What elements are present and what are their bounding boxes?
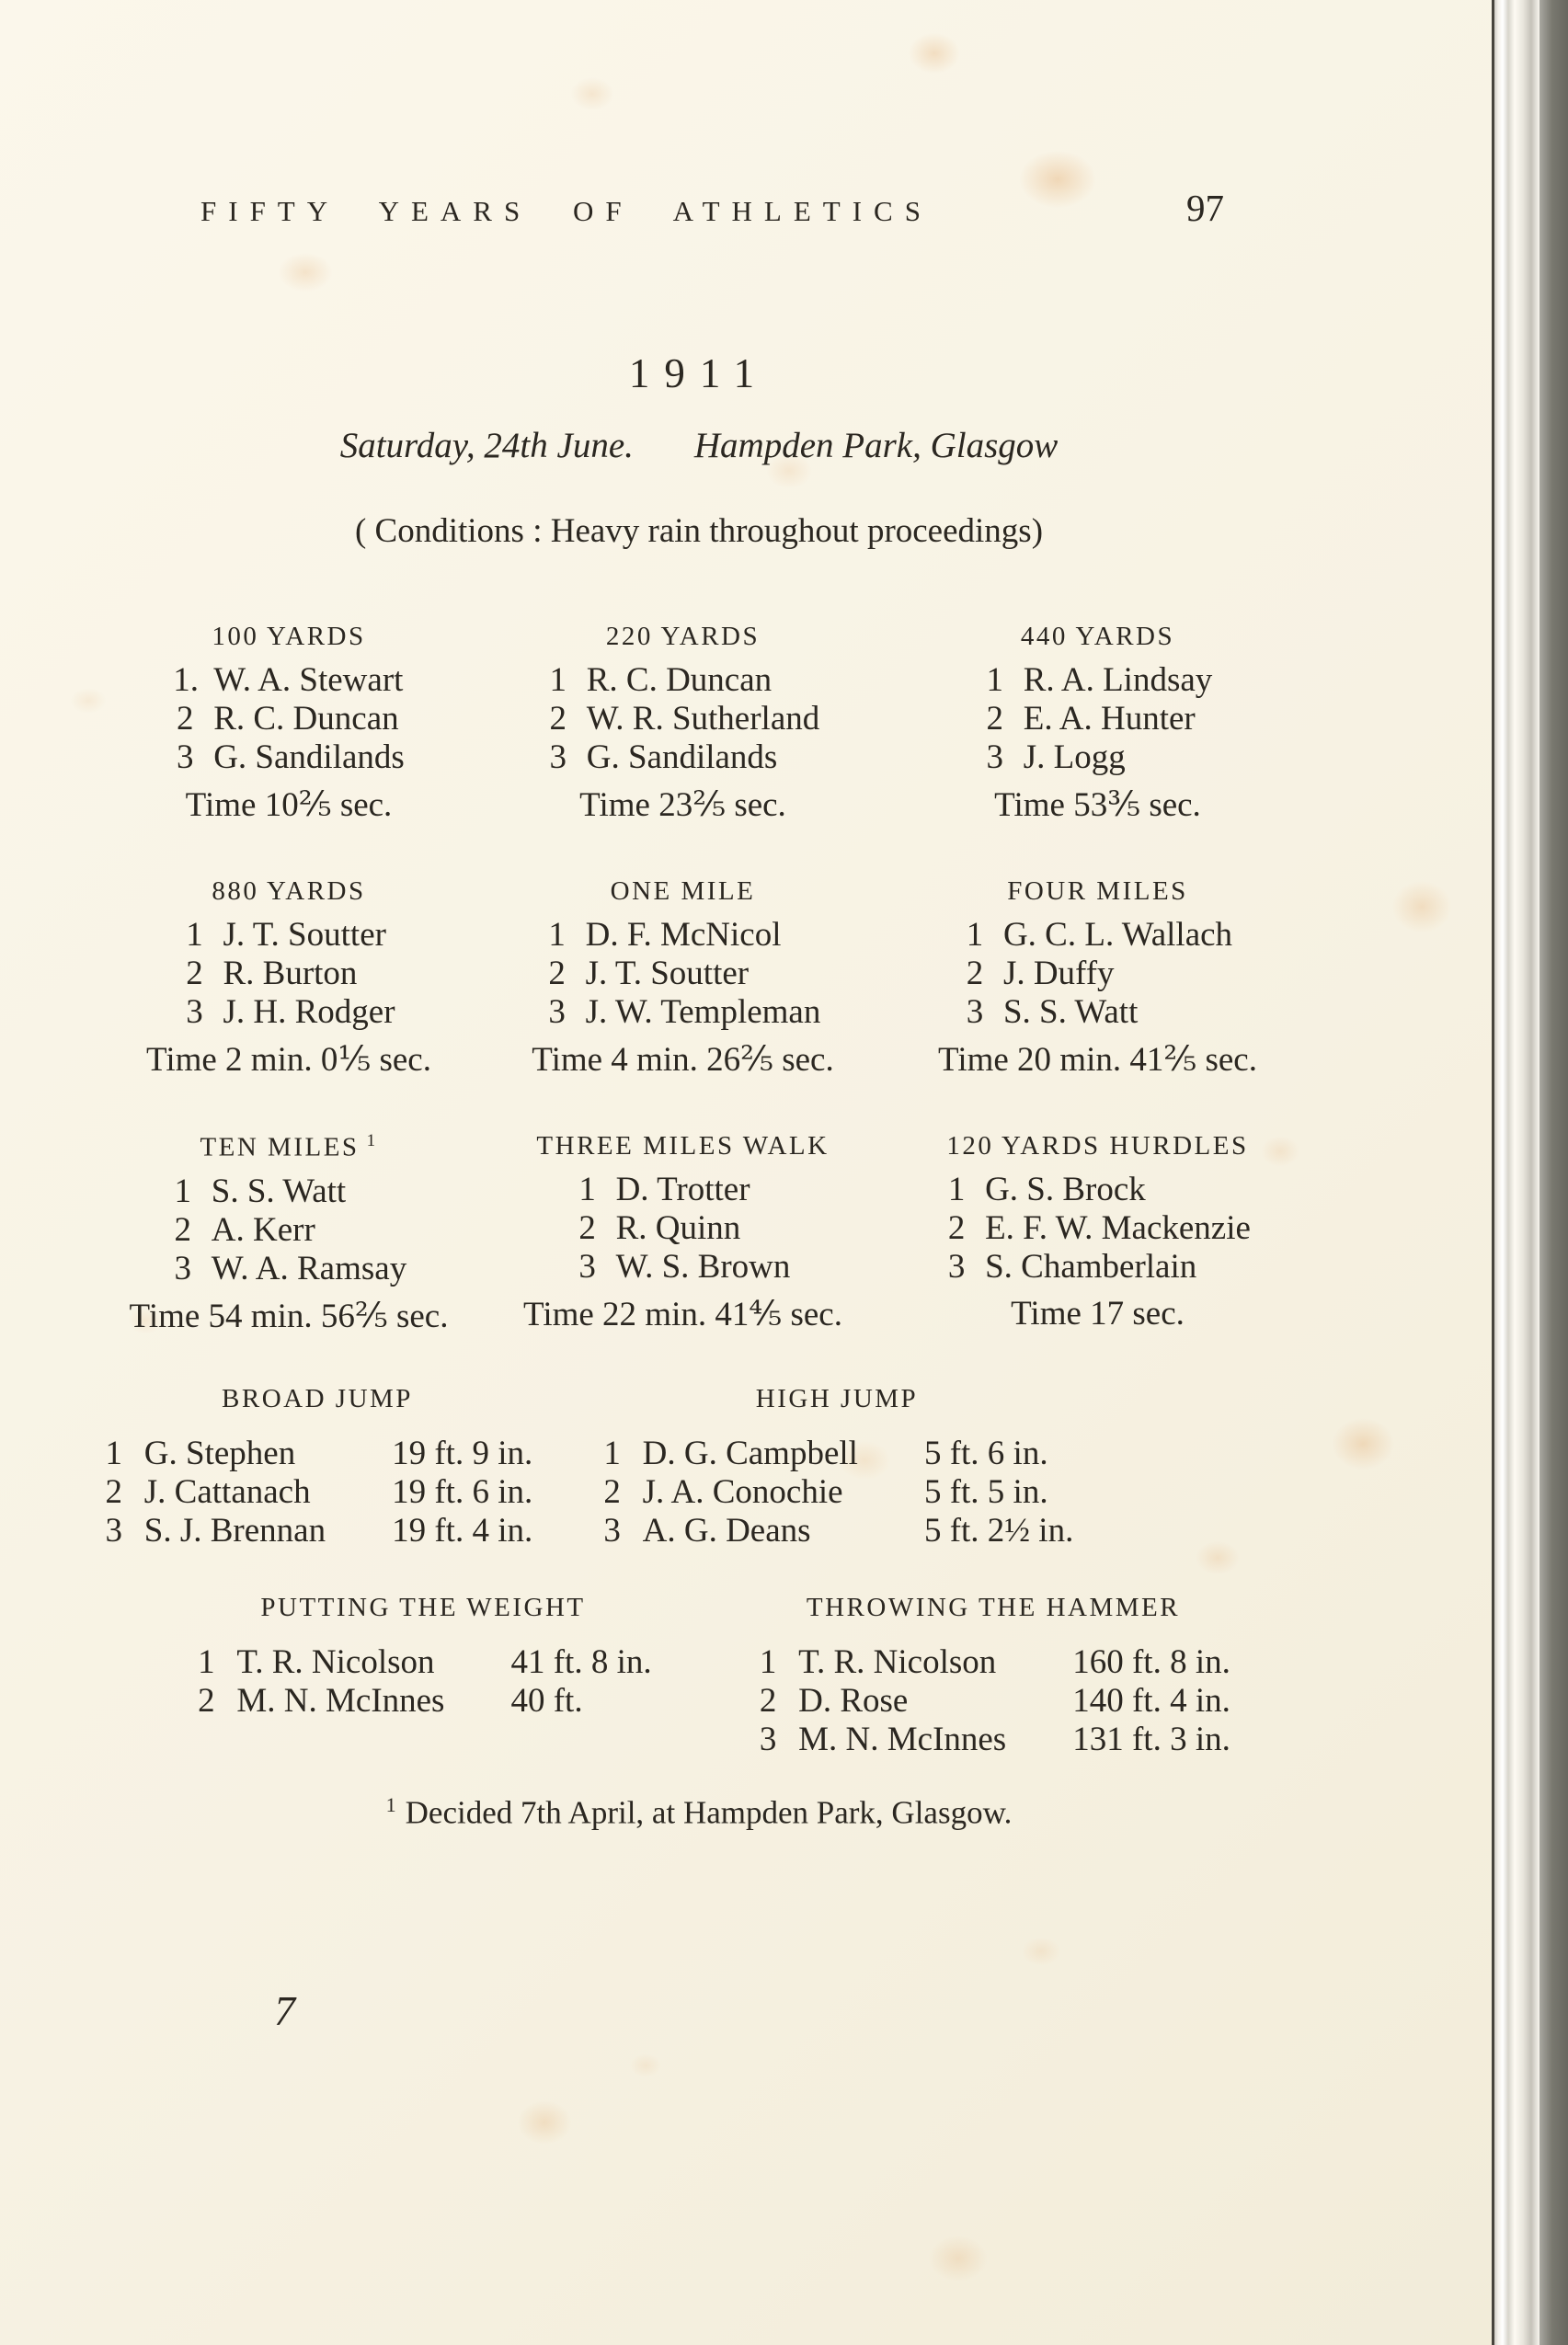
results-list [545,916,821,1032]
event-title: THROWING THE HAMMER [806,1593,1181,1622]
athlete-name: A. Kerr [211,1210,315,1249]
athlete-name: A. G. Deans [642,1512,811,1550]
result-row [545,955,821,993]
page-number: 97 [1186,187,1224,229]
athlete-name: S. S. Watt [1002,993,1139,1031]
mark-distance: 5 ft. 2½ in. [923,1512,1074,1550]
results-list [173,661,405,777]
place-number: 1 [548,916,566,954]
winning-time: Time 10⅖ sec. [185,786,393,824]
athlete-name: J. W. Templeman [585,993,821,1031]
place-number: 2 [176,700,194,738]
book-fore-edge [1492,0,1542,2345]
result-row [963,955,1232,993]
athlete-name: R. Quinn [615,1209,741,1247]
result-row [576,1248,791,1287]
athlete-name: J. Duffy [1002,955,1115,992]
result-row [963,916,1232,955]
athlete-name: E. A. Hunter [1023,700,1196,738]
event-broad-jump [78,1384,556,1550]
athlete-name: M. N. McInnes [236,1682,445,1720]
place-number: 3 [176,738,194,776]
place-number: 3 [105,1512,123,1550]
mark-distance: 131 ft. 3 in. [1072,1721,1230,1758]
winning-time: Time 23⅖ sec. [579,786,786,824]
place-number: 1 [105,1435,123,1472]
event-title: 440 YARDS [1020,622,1175,651]
result-row [171,1211,406,1250]
place-number: 3 [174,1249,192,1287]
place-number: 2 [603,1473,621,1511]
place-number: 2 [947,1209,966,1247]
results-list [171,1172,406,1288]
meet-subtitle [0,425,1398,466]
athlete-name: W. A. Stewart [213,661,404,699]
result-row [102,1473,532,1512]
event-title: HIGH JUMP [755,1384,919,1413]
place-number: 3 [603,1512,621,1550]
result-row [173,738,405,777]
place-number: 1 [549,661,567,699]
year-heading: 1911 [628,350,770,396]
place-number: 1 [947,1171,966,1208]
athlete-name: G. S. Brock [985,1171,1146,1208]
result-row [173,700,405,738]
result-row [944,1171,1251,1209]
meet-venue: Hampden Park, Glasgow [693,426,1059,465]
athlete-name: W. S. Brown [615,1248,791,1286]
result-row [944,1209,1251,1248]
results-table [102,1435,532,1550]
winning-time: Time 53⅗ sec. [994,786,1201,824]
event-220-yards [499,622,866,825]
athlete-name: D. F. McNicol [585,916,782,954]
event-one-mile [499,876,866,1080]
result-row [983,738,1213,777]
place-number: 3 [966,993,984,1031]
place-number: 3 [186,993,203,1031]
conditions-note: ( Conditions : Heavy rain throughout proceedings) [354,512,1044,550]
place-number: 3 [578,1248,596,1286]
results-list [983,661,1213,777]
winning-time: Time 2 min. 0⅕ sec. [146,1041,431,1079]
result-row [194,1682,651,1721]
athlete-name: W. A. Ramsay [211,1249,407,1287]
result-row [963,993,1232,1032]
event-title-text: TEN MILES [200,1132,360,1162]
results-list [576,1171,791,1287]
athlete-name: M. N. McInnes [798,1721,1007,1758]
results-table [601,1435,1074,1550]
place-number: 1 [198,1643,215,1681]
event-title [78,1131,499,1163]
winning-time: Time 22 min. 41⅘ sec. [523,1296,842,1333]
footnote [0,1793,1398,1832]
athlete-name: S. S. Watt [211,1172,347,1210]
place-number: 2 [986,700,1003,738]
place-number: 2 [174,1210,192,1249]
place-number: 2 [105,1473,123,1511]
winning-time: Time 17 sec. [1011,1295,1185,1333]
mark-distance: 140 ft. 4 in. [1072,1682,1230,1720]
event-title: 880 YARDS [212,876,366,906]
footnote-marker: 1 [385,1793,396,1816]
event-title: THREE MILES WALK [536,1131,830,1161]
place-number: 1 [603,1435,621,1472]
athlete-name: G. Stephen [143,1435,296,1472]
place-number: 1 [578,1171,596,1208]
athlete-name: D. Rose [798,1682,909,1720]
track-events-grid [78,622,1329,1336]
athlete-name: T. R. Nicolson [798,1643,997,1681]
result-row [182,993,395,1032]
place-number: 1 [966,916,984,954]
event-title: BROAD JUMP [222,1384,413,1413]
event-high-jump [589,1384,1085,1550]
place-number: 1 [759,1643,777,1681]
place-number: 1 [986,661,1003,699]
event-title: PUTTING THE WEIGHT [260,1593,586,1622]
result-row [576,1209,791,1248]
results-list [546,661,820,777]
result-row [182,955,395,993]
place-number: 3 [759,1721,777,1758]
place-number: 2 [759,1682,777,1720]
mark-distance: 19 ft. 4 in. [392,1512,533,1550]
place-number: 1. [173,661,199,699]
athlete-name: S. J. Brennan [143,1512,326,1550]
event-three-miles-walk [499,1131,866,1336]
mark-distance: 19 ft. 9 in. [392,1435,533,1472]
athlete-name: R. C. Duncan [213,700,399,738]
event-title: ONE MILE [610,876,756,906]
scanner-background [1539,0,1568,2345]
event-title: 220 YARDS [605,622,761,651]
result-row [944,1248,1251,1287]
athlete-name: E. F. W. Mackenzie [985,1209,1251,1247]
athlete-name: G. Sandilands [586,738,778,776]
place-number: 3 [986,738,1003,776]
result-row [601,1473,1074,1512]
place-number: 1 [186,916,203,954]
event-title: FOUR MILES [1007,876,1188,906]
place-number: 2 [549,700,567,738]
place-number: 2 [548,955,566,992]
event-100-yards [78,622,499,825]
place-number: 1 [174,1172,192,1210]
result-row [601,1512,1074,1550]
signature-number: 7 [274,1987,295,2034]
result-row [545,993,821,1032]
event-throwing-the-hammer [736,1593,1251,1759]
athlete-name: J. A. Conochie [642,1473,843,1511]
result-row [173,661,405,700]
mark-distance: 5 ft. 5 in. [923,1473,1048,1511]
mark-distance: 160 ft. 8 in. [1072,1643,1230,1681]
athlete-name: R. Burton [223,955,358,992]
result-row [983,661,1213,700]
result-row [194,1643,651,1682]
place-number: 2 [966,955,984,992]
result-row [601,1435,1074,1473]
place-number: 3 [947,1248,966,1286]
athlete-name: T. R. Nicolson [236,1643,435,1681]
event-ten-miles [78,1131,499,1336]
result-row [545,916,821,955]
event-title: 100 YARDS [212,622,366,651]
mark-distance: 40 ft. [510,1682,583,1720]
result-row [171,1172,406,1211]
place-number: 3 [548,993,566,1031]
place-number: 2 [198,1682,215,1720]
result-row [546,661,820,700]
athlete-name: J. Logg [1023,738,1126,776]
results-table [756,1643,1230,1759]
result-row [756,1721,1230,1759]
mark-distance: 5 ft. 6 in. [923,1435,1048,1472]
event-four-miles [866,876,1329,1080]
result-row [171,1250,406,1288]
athlete-name: G. C. L. Wallach [1002,916,1233,954]
result-row [983,700,1213,738]
athlete-name: J. Cattanach [143,1473,311,1511]
event-120-yards-hurdles [866,1131,1329,1336]
athlete-name: W. R. Sutherland [586,700,820,738]
athlete-name: D. G. Campbell [642,1435,858,1472]
winning-time: Time 4 min. 26⅖ sec. [532,1041,834,1079]
place-number: 2 [578,1209,596,1247]
result-row [756,1643,1230,1682]
mark-distance: 41 ft. 8 in. [510,1643,652,1681]
athlete-name: R. A. Lindsay [1023,661,1213,699]
place-number: 3 [549,738,567,776]
winning-time: Time 20 min. 41⅖ sec. [938,1041,1257,1079]
event-440-yards [866,622,1329,825]
event-880-yards [78,876,499,1080]
results-list [944,1171,1251,1287]
result-row [576,1171,791,1209]
results-list [963,916,1232,1032]
mark-distance: 19 ft. 6 in. [392,1473,533,1511]
result-row [756,1682,1230,1721]
athlete-name: R. C. Duncan [586,661,773,699]
result-row [102,1435,532,1473]
result-row [546,700,820,738]
result-row [546,738,820,777]
footnote-marker: 1 [366,1131,378,1150]
meet-date: Saturday, 24th June. [339,426,634,465]
results-list [182,916,395,1032]
place-number: 2 [186,955,203,992]
athlete-name: S. Chamberlain [985,1248,1197,1286]
result-row [102,1512,532,1550]
athlete-name: J. H. Rodger [223,993,395,1031]
footnote-text: Decided 7th April, at Hampden Park, Glasgow. [405,1794,1013,1831]
results-table [194,1643,651,1721]
athlete-name: J. T. Soutter [223,916,386,954]
winning-time: Time 54 min. 56⅖ sec. [129,1297,449,1335]
event-title: 120 YARDS HURDLES [946,1131,1249,1161]
result-row [182,916,395,955]
athlete-name: G. Sandilands [213,738,405,776]
event-putting-the-weight [129,1593,717,1721]
running-header-title: FIFTY YEARS OF ATHLETICS [200,195,933,227]
athlete-name: J. T. Soutter [585,955,750,992]
athlete-name: D. Trotter [615,1171,750,1208]
